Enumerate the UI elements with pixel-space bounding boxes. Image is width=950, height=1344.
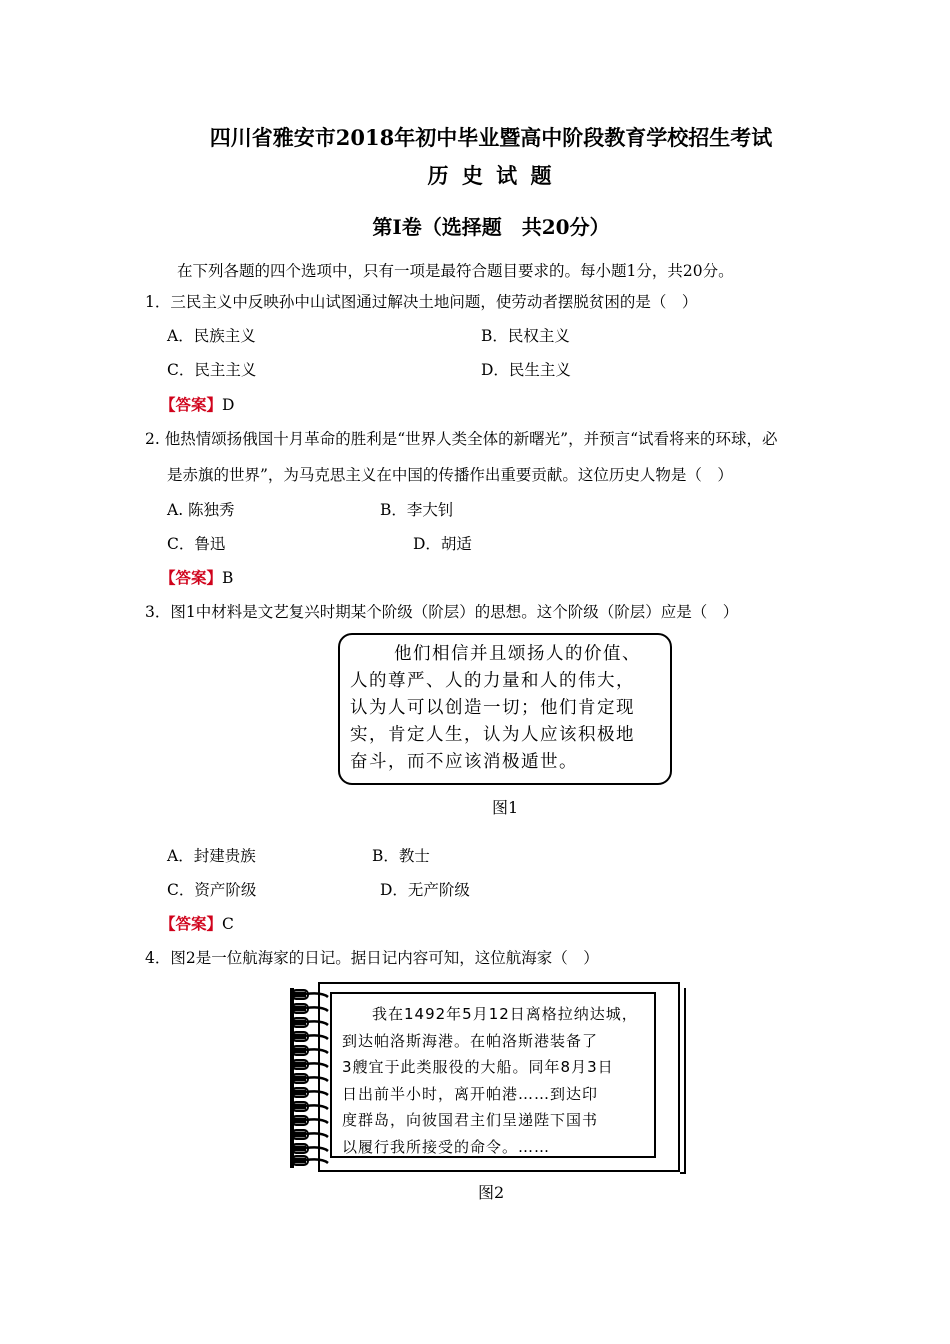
figure-1-line: 实，肯定人生，认为人应该积极地 [350, 725, 635, 745]
question-1-option-c: C．民主主义 [167, 361, 257, 379]
question-3-option-d: D．无产阶级 [380, 881, 470, 899]
question-2-option-b: B．李大钊 [380, 501, 454, 519]
figure-2-line: 我在1492年5月12日离格拉纳达城， [372, 1005, 638, 1023]
answer-value: C [222, 915, 234, 933]
question-4-stem: 4．图2是一位航海家的日记。据日记内容可知，这位航海家（ ） [145, 949, 599, 967]
question-2-option-a: A. 陈独秀 [167, 501, 235, 519]
answer-label: 【答案】 [160, 914, 223, 933]
question-2-option-c: C．鲁迅 [167, 535, 226, 553]
figure-2-diary [288, 982, 680, 1172]
question-1-stem: 1．三民主义中反映孙中山试图通过解决土地问题，使劳动者摆脱贫困的是（ ） [145, 293, 698, 311]
figure-1-line: 人的尊严、人的力量和人的伟大， [350, 671, 635, 691]
figure-1-quote-box [338, 633, 672, 785]
question-2-answer [160, 566, 233, 588]
figure-1-line: 认为人可以创造一切；他们肯定现 [350, 698, 635, 718]
question-2-option-d: D．胡适 [413, 535, 472, 553]
question-1-option-b: B．民权主义 [481, 327, 570, 345]
question-2-stem-line1: 2. 他热情颂扬俄国十月革命的胜利是“世界人类全体的新曙光”，并预言“试看将来的环球，必 [145, 430, 778, 448]
instructions: 在下列各题的四个选项中，只有一项是最符合题目要求的。每小题1分，共20分。 [177, 262, 734, 280]
question-1-answer [160, 393, 234, 415]
figure-2-line: 3艘宜于此类服役的大船。同年8月3日 [342, 1058, 614, 1076]
spiral-binding-icon [288, 988, 334, 1168]
figure-2-line: 到达帕洛斯海港。在帕洛斯港装备了 [342, 1031, 599, 1050]
answer-label: 【答案】 [160, 395, 223, 414]
question-3-stem: 3．图1中材料是文艺复兴时期某个阶级（阶层）的思想。这个阶级（阶层）应是（ ） [145, 603, 739, 621]
question-1-option-d: D．民生主义 [481, 361, 571, 379]
answer-value: B [222, 569, 234, 587]
figure-1-line: 奋斗，而不应该消极遁世。 [350, 752, 578, 772]
figure-2-caption: 图2 [478, 1183, 505, 1202]
question-3-answer [160, 912, 234, 934]
diary-page-edge [680, 988, 686, 1174]
question-3-option-c: C．资产阶级 [167, 881, 257, 899]
answer-label: 【答案】 [160, 568, 223, 587]
figure-2-line: 度群岛，向彼国君主们呈递陛下国书 [342, 1111, 599, 1129]
question-1-option-a: A．民族主义 [167, 327, 256, 345]
exam-subtitle: 历 史 试 题 [427, 163, 555, 188]
question-2-stem-line2: 是赤旗的世界”，为马克思主义在中国的传播作出重要贡献。这位历史人物是（ ） [167, 466, 733, 484]
figure-1-caption: 图1 [492, 798, 519, 817]
section-heading: 第Ⅰ卷（选择题 共20分） [372, 215, 610, 239]
figure-2-line: 以履行我所接受的命令。…… [342, 1137, 551, 1156]
diary-text-box [330, 992, 656, 1158]
exam-title: 四川省雅安市2018年初中毕业暨高中阶段教育学校招生考试 [209, 125, 773, 150]
question-3-option-a: A．封建贵族 [167, 847, 256, 865]
answer-value: D [222, 396, 235, 414]
figure-1-line: 他们相信并且颂扬人的价值、 [394, 644, 641, 664]
figure-2-line: 日出前半小时，离开帕港……到达印 [342, 1084, 599, 1103]
question-3-option-b: B．教士 [372, 847, 430, 865]
